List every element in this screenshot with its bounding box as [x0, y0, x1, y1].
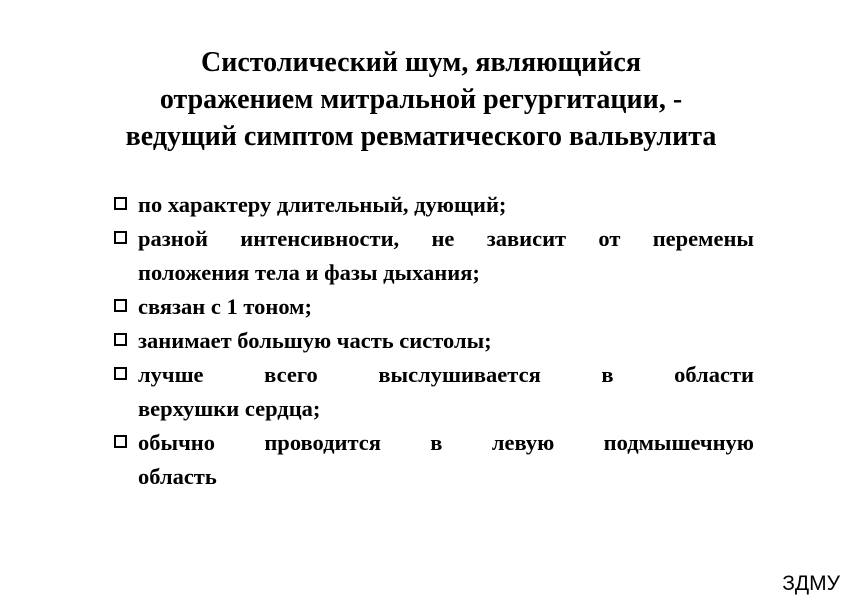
checkbox-square-icon — [113, 366, 129, 382]
title-line-1: Систолический шум, являющийся — [200, 47, 641, 78]
bullet-text: лучше всего выслушивается в области — [138, 362, 754, 387]
bullet-text: обычно проводится в левую подмышечную — [138, 430, 754, 455]
bullet-list — [112, 188, 754, 494]
checkbox-square-icon — [113, 434, 129, 450]
bullet-item — [112, 290, 754, 324]
title-line-2: отражением митральной регургитации, - — [159, 84, 683, 115]
bullet-text: по характеру длительный, дующий; — [138, 192, 507, 217]
bullet-item — [112, 358, 754, 426]
bullet-text-continued: положения тела и фазы дыхания; — [138, 260, 480, 285]
bullet-text-continued: область — [138, 464, 217, 489]
checkbox-square-icon — [113, 196, 129, 212]
slide-title — [60, 44, 782, 155]
bullet-item — [112, 324, 754, 358]
checkbox-square-icon — [113, 332, 129, 348]
footer-label: ЗДМУ — [782, 572, 840, 595]
bullet-item — [112, 426, 754, 494]
bullet-item — [112, 222, 754, 290]
title-line-3: ведущий симптом ревматического вальвулита — [125, 121, 717, 152]
bullet-item — [112, 188, 754, 222]
bullet-text: занимает большую часть систолы; — [138, 328, 492, 353]
bullet-text: связан с 1 тоном; — [138, 294, 312, 319]
checkbox-square-icon — [113, 298, 129, 314]
checkbox-square-icon — [113, 230, 129, 246]
bullet-text: разной интенсивности, не зависит от перемены — [138, 226, 754, 251]
bullet-text-continued: верхушки сердца; — [138, 396, 321, 421]
